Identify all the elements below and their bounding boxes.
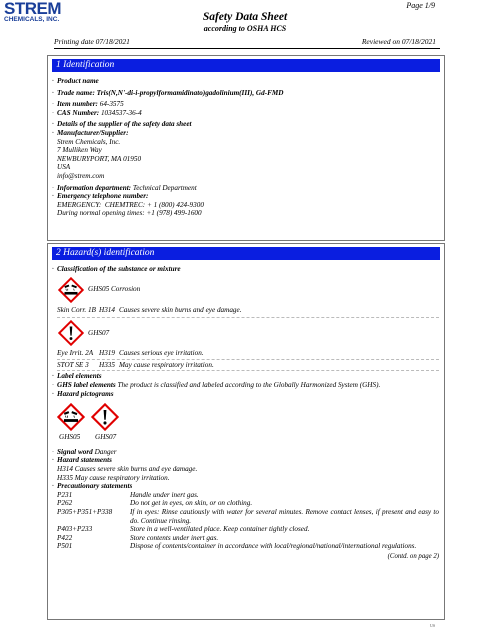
item-number-label: Item number:: [57, 100, 98, 109]
product-name-label: · Product name: [57, 77, 439, 86]
ghs05-label: GHS05 Corrosion: [88, 285, 141, 294]
precaution-code: P231: [57, 490, 73, 499]
address-line: Strem Chemicals, Inc.: [57, 137, 121, 146]
info-department-label: Information department:: [57, 183, 132, 192]
precaution-code: P501: [57, 542, 73, 551]
precaution-text: If in eyes: Rinse cautiously with water for several minutes. Remove contact lenses, if present and easy to do. Continue rinsing.: [130, 507, 439, 525]
exclamation-pictogram-icon: [58, 320, 84, 346]
manufacturer-label: · Manufacturer/Supplier:: [57, 129, 439, 138]
classification-label: · Classification of the substance or mixture: [57, 265, 439, 274]
signal-word-label: Signal word: [57, 447, 93, 456]
cas-number-row: [57, 109, 439, 118]
supplier-details-label: · Details of the supplier of the safety data sheet: [57, 120, 439, 129]
precaution-code: P305+P351+P338: [57, 507, 113, 516]
hazard-class: STOT SE 3: [57, 360, 89, 369]
skin-corr-row: [57, 306, 439, 315]
precautionary-statement: [57, 499, 439, 508]
item-number-value: 64-3575: [99, 100, 124, 109]
hazard-statements-label: · Hazard statements: [57, 456, 439, 465]
hazard-code: H335: [99, 360, 115, 369]
dashed-divider: [57, 359, 439, 360]
section-heading: 1 Identification: [52, 59, 440, 72]
corrosion-pictogram-icon: [57, 403, 85, 431]
eye-irrit-row: [57, 349, 439, 358]
logo-main-text: STREM: [4, 0, 61, 18]
trade-name-row: [57, 89, 439, 98]
precautionary-statements-label: · Precautionary statements: [57, 482, 439, 491]
hazard-text: Causes severe skin burns and eye damage.: [119, 305, 242, 314]
email-link[interactable]: info@strem.com: [57, 171, 105, 180]
precautionary-statement: [57, 491, 439, 500]
hazard-pictograms: [57, 401, 439, 433]
precaution-code: P422: [57, 533, 73, 542]
precaution-code: P262: [57, 499, 73, 508]
precautionary-statement: [57, 542, 439, 551]
ghs07-row: [57, 320, 439, 346]
precaution-text: Handle under inert gas.: [130, 490, 199, 499]
page-number: Page 1/9: [406, 1, 435, 10]
cas-number-value: 1034537-36-4: [100, 108, 142, 117]
ghs-label-elements-row: [57, 381, 439, 390]
header-divider: [54, 48, 440, 49]
pictogram-label: GHS07: [95, 433, 117, 442]
hazard-class: Skin Corr. 1B: [57, 305, 96, 314]
address-line: 7 Mulliken Way: [57, 146, 102, 155]
precautionary-statement: [57, 525, 439, 534]
emergency-line: EMERGENCY: CHEMTREC: + 1 (800) 424-9300: [57, 200, 204, 209]
continued-note: (Contd. on page 2): [387, 552, 439, 560]
precaution-code: P403+P233: [57, 525, 93, 534]
printing-date: Printing date 07/18/2021: [54, 37, 130, 46]
precaution-text: Dispose of contents/container in accordance with local/regional/national/international regulations.: [130, 542, 417, 551]
exclamation-pictogram-icon: [91, 403, 119, 431]
precautionary-statement: [57, 508, 439, 525]
ghs05-row: [57, 277, 439, 303]
hazard-statement: H335 May cause respiratory irritation.: [57, 473, 170, 482]
ghs07-label: GHS07: [88, 328, 110, 337]
hazard-class: Eye Irrit. 2A: [57, 349, 94, 358]
reviewed-date: Reviewed on 07/18/2021: [361, 37, 436, 46]
hazard-code: H314: [99, 305, 115, 314]
item-number-row: [57, 100, 439, 109]
signal-word-value: Danger: [94, 447, 117, 456]
address-line: USA: [57, 163, 71, 172]
normal-hours-line: During normal opening times: +1 (978) 499-1600: [57, 209, 202, 218]
hazard-statement: H314 Causes severe skin burns and eye damage.: [57, 464, 198, 473]
document-title: Safety Data Sheet: [202, 11, 288, 23]
corrosion-pictogram-icon: [58, 277, 84, 303]
ghs-label-elements-text: The product is classified and labeled according to the Globally Harmonized System (GHS).: [117, 380, 381, 389]
label-elements-label: · Label elements: [57, 372, 439, 381]
hazard-text: May cause respiratory irritation.: [119, 360, 214, 369]
precaution-text: Store in a well-ventilated place. Keep container tightly closed.: [130, 525, 310, 534]
emergency-label: · Emergency telephone number:: [57, 192, 439, 201]
region-code: US: [430, 623, 436, 628]
document-subtitle: according to OSHA HCS: [203, 24, 287, 33]
trade-name-value: Tris(N,N'-di-i-propylformamidinato)gadolinium(III), Gd-FMD: [96, 88, 284, 97]
precautionary-statement: [57, 534, 439, 543]
ghs-label-elements-label: GHS label elements: [57, 380, 116, 389]
pictogram-labels: [59, 433, 439, 442]
signal-word-row: [57, 448, 439, 457]
hazard-pictograms-label: · Hazard pictograms: [57, 390, 439, 399]
info-department-value: Technical Department: [132, 183, 197, 192]
cas-number-label: CAS Number:: [57, 108, 100, 117]
section-heading: 2 Hazard(s) identification: [52, 247, 440, 260]
info-department-row: [57, 184, 439, 193]
address-line: NEWBURYPORT, MA 01950: [57, 154, 142, 163]
pictogram-label: GHS05: [59, 433, 81, 442]
logo-sub-text: CHEMICALS, INC.: [4, 16, 60, 23]
section-hazard-identification: [47, 243, 445, 620]
hazard-code: H319: [99, 349, 115, 358]
precaution-text: Store contents under inert gas.: [130, 533, 219, 542]
stot-row: [57, 361, 439, 370]
hazard-text: Causes serious eye irritation.: [119, 349, 204, 358]
section-identification: [47, 55, 445, 241]
trade-name-label: Trade name:: [57, 88, 95, 97]
precaution-text: Do not get in eyes, on skin, or on clothing.: [130, 499, 253, 508]
dashed-divider: [57, 317, 439, 318]
dashed-divider: [57, 370, 439, 371]
